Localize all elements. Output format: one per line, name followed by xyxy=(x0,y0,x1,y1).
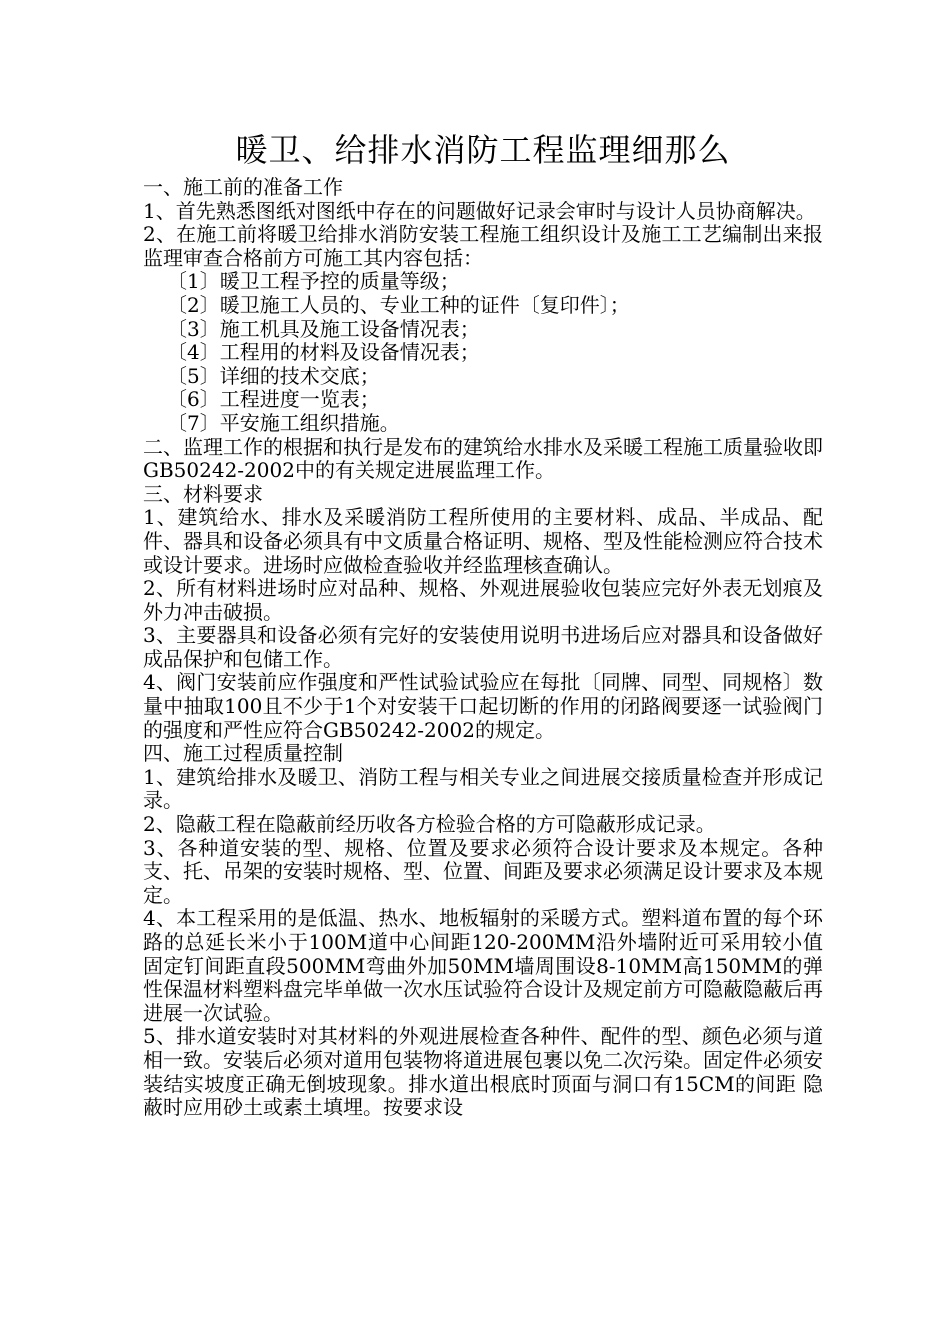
list-item: 〔3〕施工机具及施工设备情况表； xyxy=(167,316,480,341)
paragraph: 1、首先熟悉图纸对图纸中存在的问题做好记录会审时与设计人员协商解决。 xyxy=(143,198,816,223)
paragraph: 4、本工程采用的是低温、热水、地板辐射的采暖方式。塑料道布置的每个环路的总延长米小于100M道中心间距120-200MM沿外墙附近可采用较小值固定钉间距直段500MM弯曲外加50MM墙周围设8-10MM高150MM的弹性保温材料塑料盘完毕单做一次水压试验符合设计及规定前方可隐蔽隐蔽后再进展一次试验。 xyxy=(143,906,823,1025)
paragraph: 3、各种道安装的型、规格、位置及要求必须符合设计要求及本规定。各种支、托、吊架的安装时规格、型、位置、间距及要求必须满足设计要求及本规定。 xyxy=(143,835,823,907)
paragraph: 四、施工过程质量控制 xyxy=(143,741,343,766)
list-item: 〔4〕工程用的材料及设备情况表； xyxy=(167,340,480,365)
paragraph: 2、隐蔽工程在隐蔽前经历收各方检验合格的方可隐蔽形成记录。 xyxy=(143,812,716,837)
list-item: 〔7〕平安施工组织措施。 xyxy=(167,410,400,435)
paragraph: 4、阀门安装前应作强度和严性试验试验应在每批〔同牌、同型、同规格〕数量中抽取100且不少于1个对安装干口起切断的作用的闭路阀要逐一试验阀门的强度和严性应符合GB50242-2002的规定。 xyxy=(143,670,823,742)
list-item: 〔6〕工程进度一览表； xyxy=(167,387,380,412)
paragraph: 2、所有材料进场时应对品种、规格、外观进展验收包装应完好外表无划痕及外力冲击破损。 xyxy=(143,576,823,624)
list-item: 〔5〕详细的技术交底； xyxy=(167,363,380,388)
list-item: 〔1〕暖卫工程予控的质量等级； xyxy=(167,269,460,294)
paragraph: 一、施工前的准备工作 xyxy=(143,175,343,199)
paragraph: 1、建筑给水、排水及采暖消防工程所使用的主要材料、成品、半成品、配件、器具和设备必须具有中文质量合格证明、规格、型及性能检测应符合技术或设计要求。进场时应做检查验收并经监理核查确认。 xyxy=(143,505,823,577)
paragraph: 5、排水道安装时对其材料的外观进展检查各种件、配件的型、颜色必须与道相一致。安装后必须对道用包装物将道进展包裹以免二次污染。固定件必须安装结实坡度正确无倒坡现象。排水道出根底时顶面与洞口有15CM的间距 隐蔽时应用砂土或素土填埋。按要求设 xyxy=(143,1024,823,1120)
paragraph: 3、主要器具和设备必须有完好的安装使用说明书进场后应对器具和设备做好成品保护和包储工作。 xyxy=(143,623,823,671)
document-body xyxy=(143,176,823,1120)
paragraph: 三、材料要求 xyxy=(143,481,263,506)
paragraph: 1、建筑给排水及暖卫、消防工程与相关专业之间进展交接质量检查并形成记录。 xyxy=(143,764,823,813)
paragraph: 二、监理工作的根据和执行是发布的建筑给水排水及采暖工程施工质量验收即GB50242-2002中的有关规定进展监理工作。 xyxy=(143,434,823,483)
document-title: 暖卫、给排水消防工程监理细那么 xyxy=(235,131,731,169)
document-page xyxy=(143,128,823,1120)
paragraph: 2、在施工前将暖卫给排水消防安装工程施工组织设计及施工工艺编制出来报监理审查合格前方可施工其内容包括： xyxy=(143,222,823,270)
list-item: 〔2〕暖卫施工人员的、专业工种的证件〔复印件〕； xyxy=(167,292,630,317)
